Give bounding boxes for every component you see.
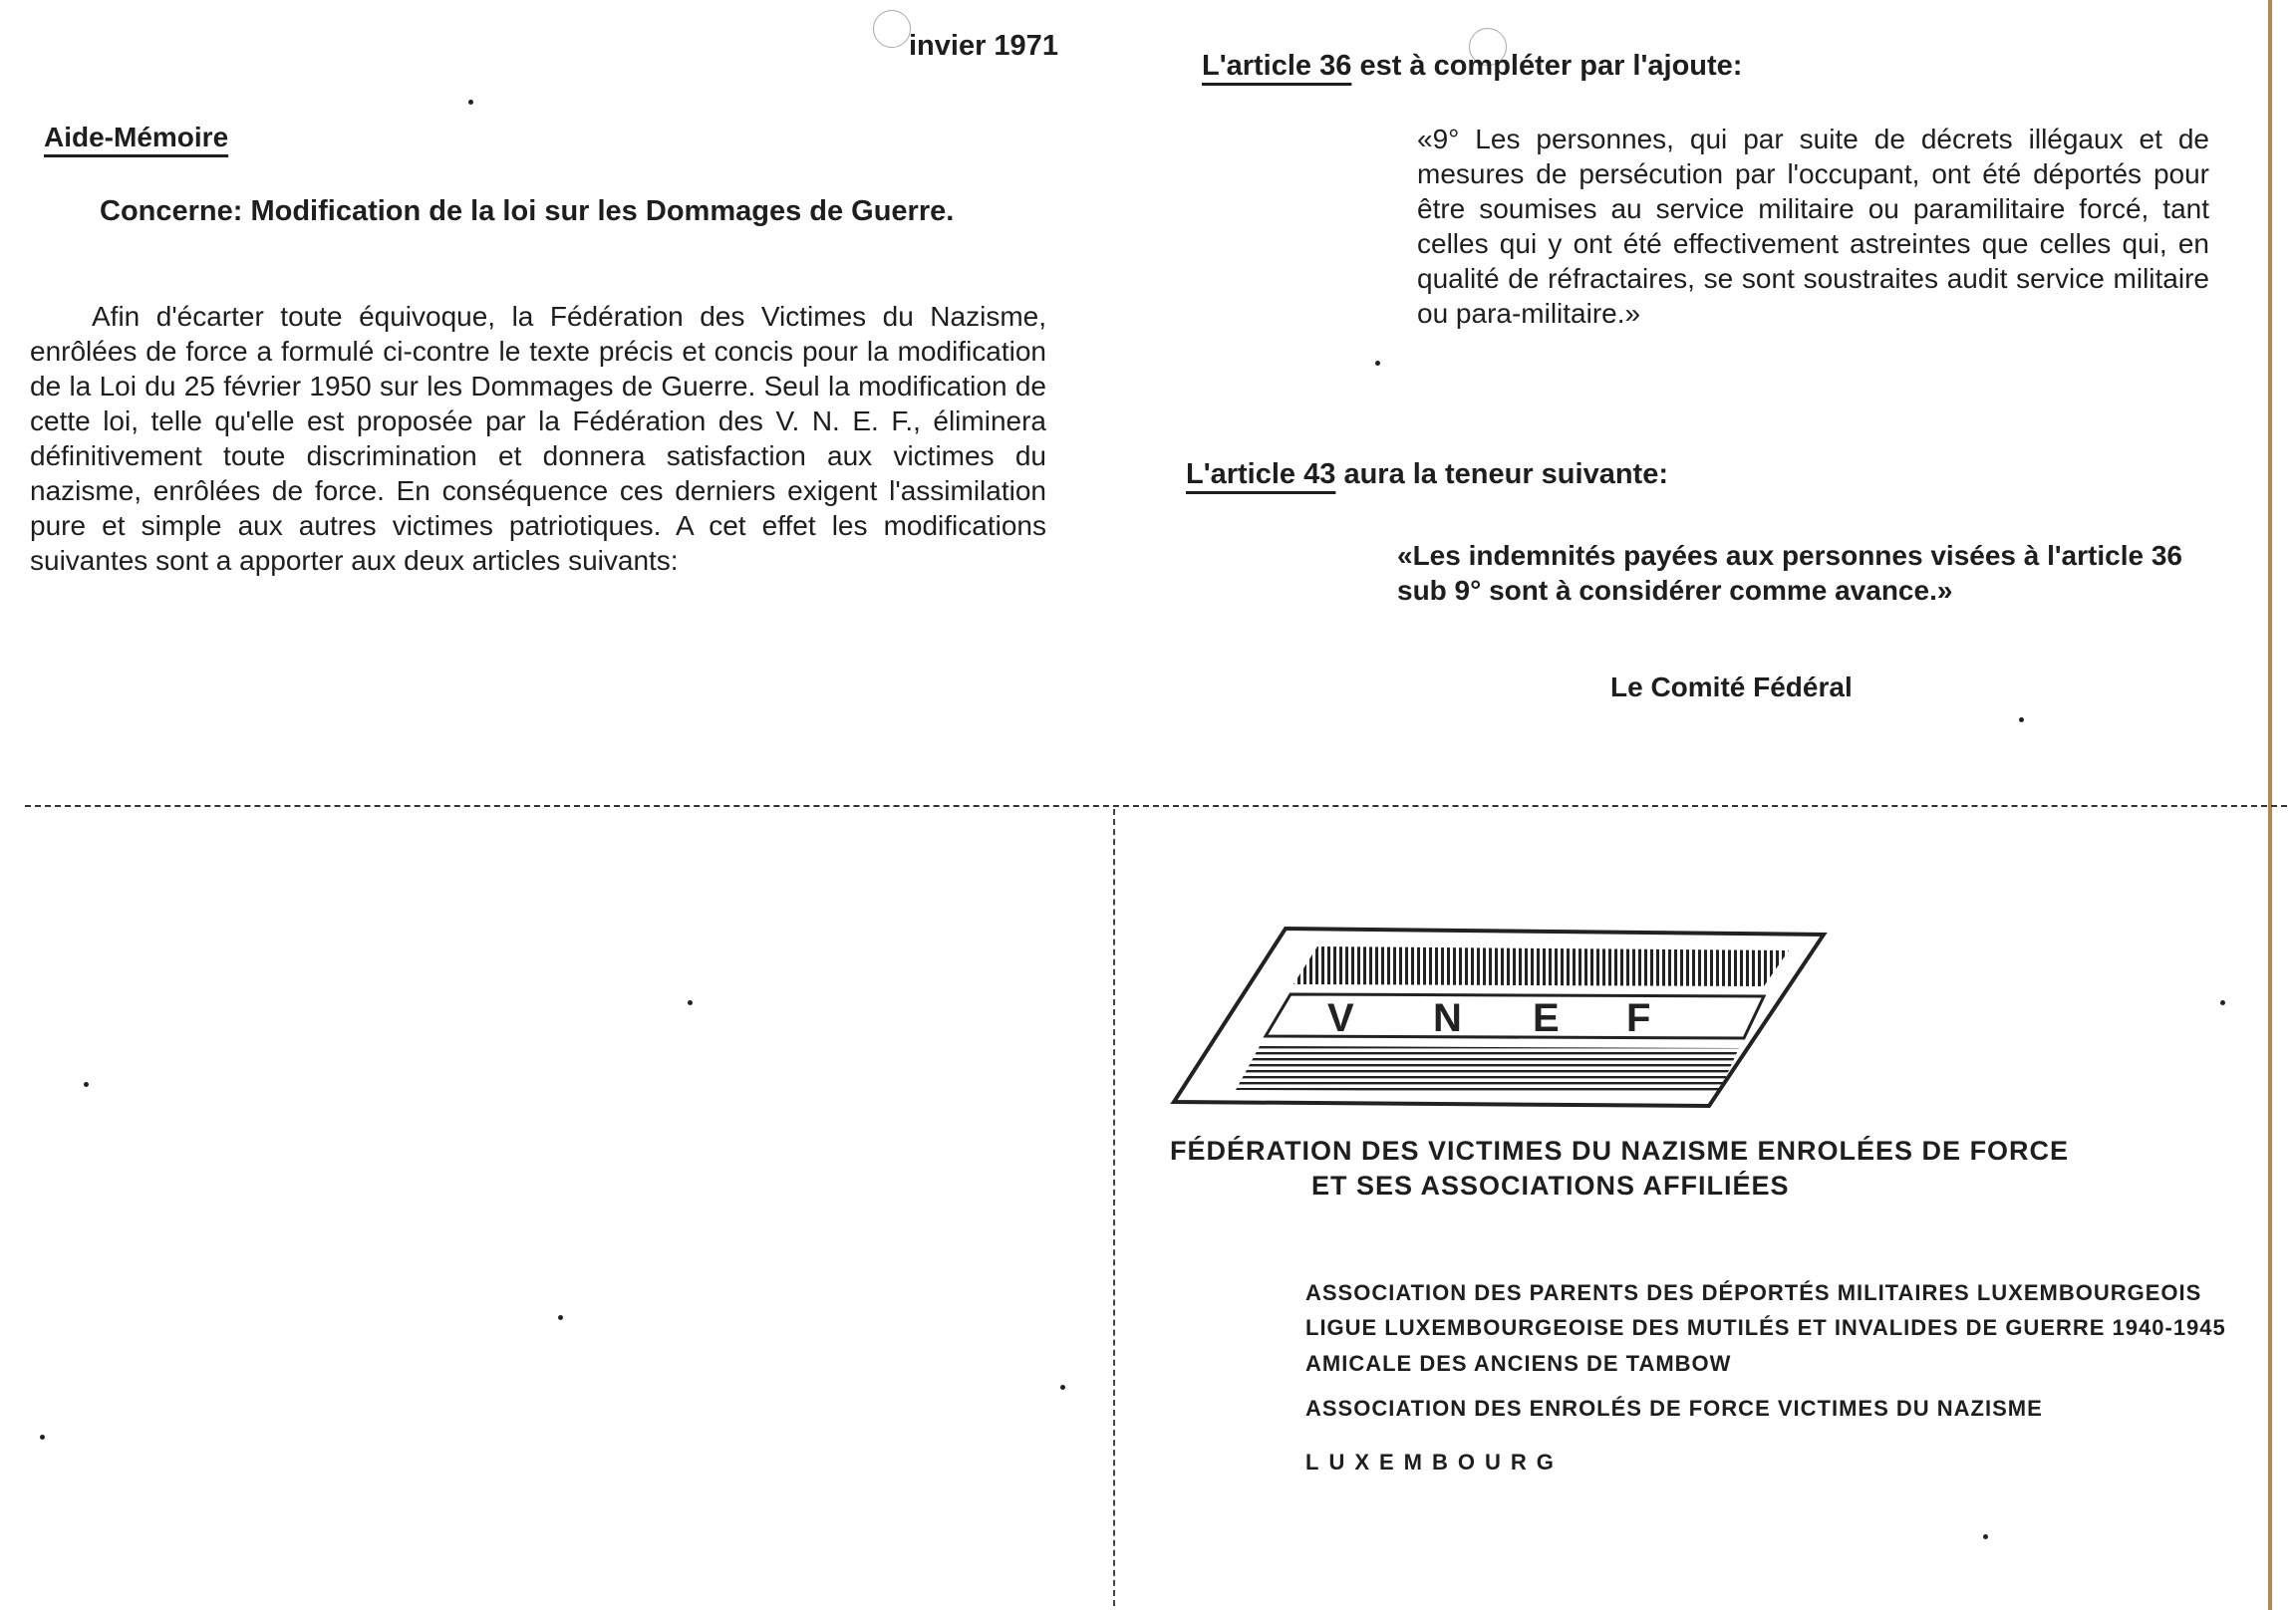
- fold-line-horizontal: [25, 805, 2287, 807]
- scan-speck: [1375, 361, 1380, 366]
- article-36-quote: «9° Les personnes, qui par suite de décrets illégaux et de mesures de persécution par l'occupant, ont été déportés pour être soumises au service militaire ou paramilitaire forcé, tant celles qui y ont été effectivement astreintes que celles qui, en qualité de réfractaires, se sont soustraites audit service militaire ou para-militaire.»: [1417, 124, 2209, 329]
- scan-speck: [558, 1315, 563, 1320]
- association-1: ASSOCIATION DES PARENTS DES DÉPORTÉS MILITAIRES LUXEMBOURGEOIS: [1305, 1280, 2202, 1305]
- scan-speck: [2220, 1000, 2225, 1005]
- logo-horizontal-stripes: [1236, 1046, 1739, 1092]
- association-2: LIGUE LUXEMBOURGEOISE DES MUTILÉS ET INVALIDES DE GUERRE 1940-1945: [1305, 1315, 2226, 1340]
- association-3: AMICALE DES ANCIENS DE TAMBOW: [1305, 1351, 1732, 1376]
- logo-letter-f: F: [1626, 996, 1651, 1040]
- logo-letter-e: E: [1533, 996, 1560, 1040]
- scan-speck: [688, 1000, 693, 1005]
- document-title: Aide-Mémoire: [44, 122, 229, 152]
- scan-speck: [1983, 1534, 1988, 1539]
- punch-hole: [873, 10, 911, 48]
- federation-name-line2: ET SES ASSOCIATIONS AFFILIÉES: [1311, 1171, 1790, 1201]
- logo-letter-v: V: [1327, 996, 1354, 1040]
- federation-name-line1: FÉDÉRATION DES VICTIMES DU NAZISME ENROLÉES DE FORCE: [1170, 1136, 2070, 1166]
- association-4: ASSOCIATION DES ENROLÉS DE FORCE VICTIMES DU NAZISME: [1305, 1396, 2043, 1421]
- article-43-instruction: aura la teneur suivante:: [1343, 458, 1668, 490]
- subject-line: Concerne: Modification de la loi sur les Dommages de Guerre.: [100, 195, 955, 227]
- vnef-logo: [1166, 927, 1834, 1116]
- article-43-label: L'article 43: [1186, 458, 1336, 490]
- article-43-heading: [1186, 458, 1668, 491]
- signature: Le Comité Fédéral: [1610, 671, 1853, 702]
- document-date: invier 1971: [909, 30, 1058, 62]
- scan-speck: [1060, 1385, 1065, 1390]
- article-36-label: L'article 36: [1202, 50, 1352, 82]
- city: LUXEMBOURG: [1305, 1450, 1564, 1475]
- article-36-heading: [1202, 50, 1742, 83]
- scan-speck: [468, 100, 473, 105]
- logo-vertical-stripes: [1293, 946, 1789, 986]
- logo-letter-n: N: [1433, 996, 1462, 1040]
- scan-speck: [84, 1082, 89, 1087]
- intro-paragraph: [30, 299, 1046, 578]
- scan-speck: [40, 1435, 45, 1440]
- article-43-quote: «Les indemnités payées aux personnes visées à l'article 36 sub 9° sont à considérer comme avance.»: [1397, 540, 2182, 606]
- article-36-instruction: est à compléter par l'ajoute:: [1359, 50, 1743, 82]
- fold-line-vertical: [1113, 809, 1115, 1606]
- scan-speck: [2019, 717, 2024, 722]
- intro-paragraph-text: Afin d'écarter toute équivoque, la Fédération des Victimes du Nazisme, enrôlées de force a formulé ci-contre le texte précis et concis pour la modification de la Loi du 25 février 1950 sur les Dommages de Guerre. Seul la modification de cette loi, telle qu'elle est proposée par la Fédération des V. N. E. F., éliminera définitivement toute discrimination et donnera satisfaction aux victimes du nazisme, enrôlées de force. En conséquence ces derniers exigent l'assimilation pure et simple aux autres victimes patriotiques. A cet effet les modifications suivantes sont a apporter aux deux articles suivants:: [30, 301, 1046, 576]
